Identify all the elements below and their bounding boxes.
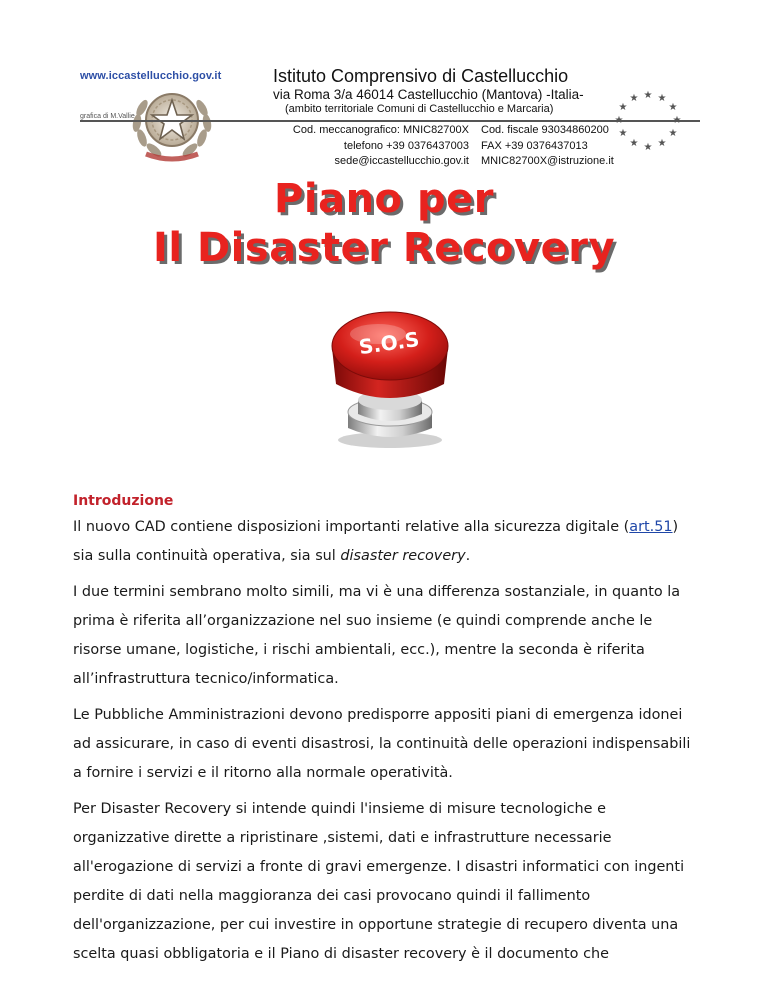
paragraph-1-text: Il nuovo CAD contiene disposizioni importanti relative alla sicurezza digitale ( [73,519,630,535]
svg-text:★: ★ [668,102,678,113]
paragraph-3: Le Pubbliche Amministrazioni devono predisporre appositi piani di emergenza idonei ad assicurare, in caso di eventi disastrosi, la continuità delle operazioni indispensabili a fornire i servizi e il ritorno alla normale operatività. [73,707,691,781]
document-title [0,175,768,273]
svg-text:★: ★ [618,128,628,139]
school-name: Istituto Comprensivo di Castellucchio [273,66,569,86]
graphic-credit: grafica di M.Vallie [80,113,135,120]
document-body [73,493,703,976]
fax-number: FAX +39 0376437013 [481,139,588,152]
phone-number: telefono +39 0376437003 [343,139,469,152]
svg-text:★: ★ [672,115,682,126]
svg-text:★: ★ [629,93,639,104]
sos-label: S.O.S [357,326,421,360]
contacts-right [481,123,614,170]
tax-code: Cod. fiscale 93034860200 [481,124,609,136]
school-code: Cod. meccanografico: MNIC82700X [292,124,469,136]
title-line-2: Il Disaster Recovery [152,225,616,271]
paragraph-1-end: . [465,548,471,564]
section-heading: Introduzione [73,493,174,509]
svg-text:★: ★ [643,142,653,153]
eu-stars-icon [612,88,684,154]
letterhead [0,0,768,175]
paragraph-4: Per Disaster Recovery si intende quindi l'insieme di misure tecnologiche e organizzative dirette a ripristinare ,sistemi, dati e infrastrutture necessarie all'erogazione di servizi a fronte di gravi emergenze. I disastri informatici con ingenti perdite di dati nella maggioranza dei casi provocano quindi il fallimento dell'organizzazione, per cui investire in opportune strategie di recupero diventa una scelta quasi obbligatoria e il Piano di disaster recovery è il documento che [73,801,685,962]
school-address: via Roma 3/a 46014 Castellucchio (Mantova) -Italia- [273,87,584,102]
contacts-left [273,123,469,170]
svg-text:★: ★ [629,138,639,149]
art51-link[interactable]: art.51 [629,519,673,535]
website-url[interactable]: www.iccastellucchio.gov.it [80,70,222,82]
sos-button-icon [320,300,460,450]
paragraph-2: I due termini sembrano molto simili, ma vi è una differenza sostanziale, in quanto la prima è riferita all’organizzazione nel suo insieme (e quindi comprende anche le risorse umane, logistiche, i rischi ambientali, ecc.), mentre la seconda è riferita all’infrastruttura tecnico/informatica. [73,584,681,687]
svg-text:★: ★ [668,128,678,139]
paragraph-1-text-2: ) sia sulla continuità operativa, sia sul [73,519,679,564]
title-line-1: Piano per [274,176,494,222]
svg-text:★: ★ [643,90,653,101]
disaster-recovery-term: disaster recovery [340,548,466,564]
svg-text:★: ★ [614,115,624,126]
svg-text:★: ★ [657,138,667,149]
school-email[interactable]: sede@iccastellucchio.gov.it [334,155,469,167]
svg-text:★: ★ [618,102,628,113]
school-scope: (ambito territoriale Comuni di Castellucchio e Marcaria) [285,103,554,115]
paragraph-1 [73,513,703,571]
ministry-email[interactable]: MNIC82700X@istruzione.it [481,155,614,167]
svg-text:★: ★ [657,93,667,104]
letterhead-divider [80,120,700,122]
